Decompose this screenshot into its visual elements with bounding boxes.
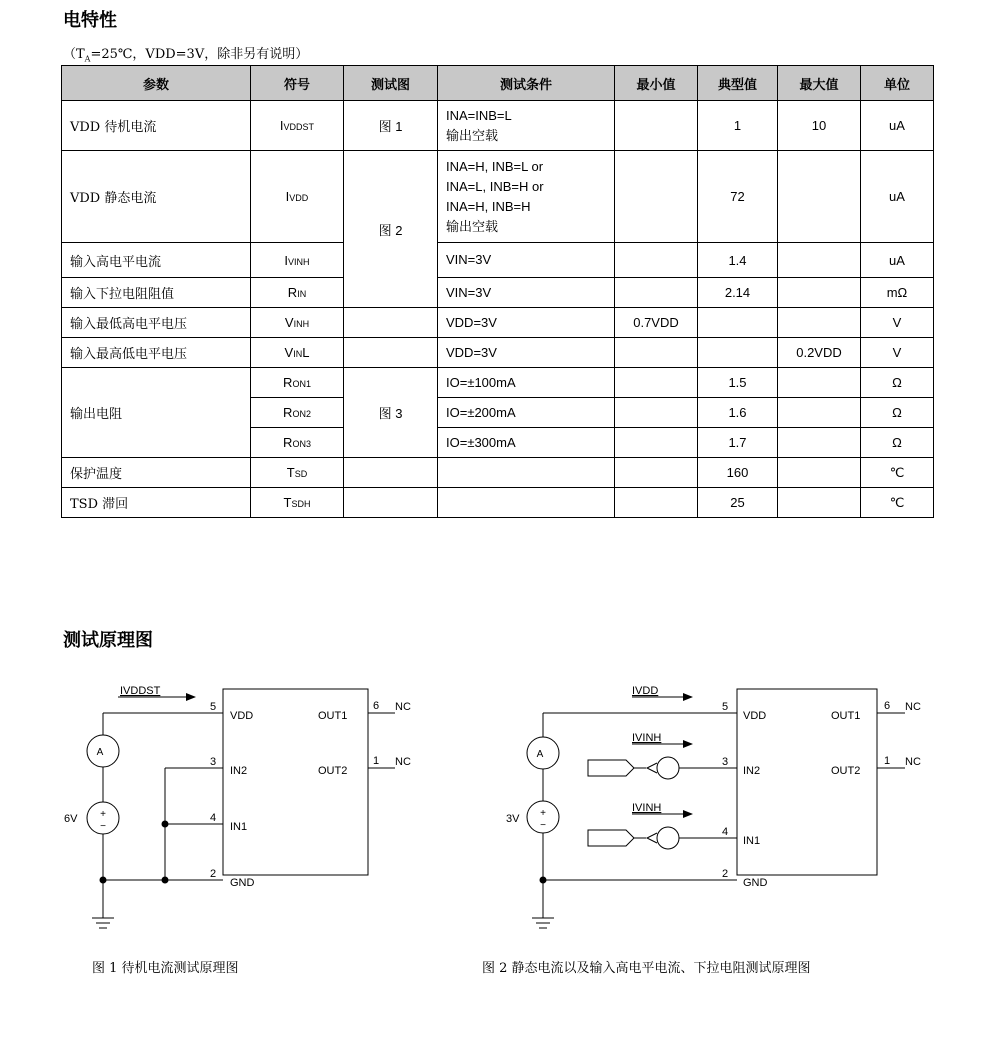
pin-number: 3	[722, 756, 729, 768]
typ-cell: 1.6	[698, 398, 778, 428]
figure-cell: 图 1	[344, 101, 438, 151]
pin-number: 1	[373, 755, 380, 767]
junction-dot	[162, 877, 168, 883]
condition-cell: VIN=3V	[438, 243, 615, 278]
junction-dot	[162, 821, 168, 827]
param-cell: 输入最低高电平电压	[62, 308, 251, 338]
symbol-cell: TSD	[251, 458, 344, 488]
pin-number: 6	[373, 700, 380, 712]
symbol-cell: TSDH	[251, 488, 344, 518]
fig2-input-current-label: IVINH	[632, 802, 662, 814]
ammeter-label: A	[96, 747, 104, 758]
min-cell: 0.7VDD	[615, 308, 698, 338]
param-cell: TSD 滞回	[62, 488, 251, 518]
typ-cell: 1.4	[698, 243, 778, 278]
figure-2-caption: 图 2 静态电流以及输入高电平电流、下拉电阻测试原理图	[482, 961, 811, 976]
header-test-figure: 测试图	[344, 66, 438, 101]
source-minus: −	[540, 820, 546, 831]
param-cell: 输入最高低电平电压	[62, 338, 251, 368]
pin-label-vdd: VDD	[230, 710, 254, 722]
condition-cell: IO=±300mA	[438, 428, 615, 458]
unit-cell: Ω	[861, 398, 934, 428]
pin-number: 1	[884, 755, 891, 767]
symbol-cell: RON2	[251, 398, 344, 428]
current-meter-in1	[657, 827, 679, 849]
param-cell: 输入高电平电流	[62, 243, 251, 278]
probe-arrow	[647, 763, 657, 773]
probe-arrow	[647, 833, 657, 843]
current-meter-in2	[657, 757, 679, 779]
symbol-cell: VINH	[251, 308, 344, 338]
typ-cell: 1.7	[698, 428, 778, 458]
pin-label-vdd: VDD	[743, 710, 767, 722]
pin-number: 2	[210, 868, 217, 880]
section-title-electrical: 电特性	[63, 10, 117, 31]
pin-number: 2	[722, 868, 729, 880]
source-plus: +	[540, 808, 546, 819]
condition-cell: VIN=3V	[438, 278, 615, 308]
figure-cell: 图 2	[344, 151, 438, 308]
unit-cell: Ω	[861, 368, 934, 398]
unit-cell: uA	[861, 101, 934, 151]
symbol-cell: VINL	[251, 338, 344, 368]
ammeter-label: A	[536, 749, 544, 760]
unit-cell: V	[861, 308, 934, 338]
pin-label-out1: OUT1	[318, 710, 348, 722]
pin-number: 4	[722, 826, 729, 838]
pin-label-gnd: GND	[743, 877, 768, 889]
figure-1-caption: 图 1 待机电流测试原理图	[92, 961, 239, 976]
figure-2-quiescent-current-circuit	[527, 689, 905, 928]
symbol-cell: RIN	[251, 278, 344, 308]
figure-cell: 图 3	[344, 368, 438, 458]
symbol-cell: RON3	[251, 428, 344, 458]
pin-number: 6	[884, 700, 891, 712]
typ-cell: 25	[698, 488, 778, 518]
pin-label-in2: IN2	[743, 765, 761, 777]
symbol-cell: IVINH	[251, 243, 344, 278]
condition-cell: VDD=3V	[438, 308, 615, 338]
nc-label: NC	[905, 756, 921, 768]
param-cell: 输出电阻	[62, 368, 251, 458]
pin-number: 3	[210, 756, 217, 768]
unit-cell: uA	[861, 243, 934, 278]
unit-cell: ℃	[861, 488, 934, 518]
pin-label-in1: IN1	[743, 835, 761, 847]
typ-cell: 72	[698, 151, 778, 243]
junction-dot	[100, 877, 106, 883]
condition-cell: IO=±200mA	[438, 398, 615, 428]
fig1-current-label: IVDDST	[120, 685, 161, 697]
unit-cell: V	[861, 338, 934, 368]
junction-dot	[540, 877, 546, 883]
condition-cell: VDD=3V	[438, 338, 615, 368]
pin-number: 4	[210, 812, 217, 824]
param-cell: 保护温度	[62, 458, 251, 488]
source-voltage-label: 3V	[506, 813, 520, 825]
typ-cell: 1	[698, 101, 778, 151]
param-cell: VDD 待机电流	[62, 101, 251, 151]
input-signal-source-in2	[588, 760, 634, 776]
header-param: 参数	[62, 66, 251, 101]
pin-label-out2: OUT2	[318, 765, 348, 777]
unit-cell: ℃	[861, 458, 934, 488]
figure-1-standby-current-circuit	[87, 689, 395, 928]
param-cell: VDD 静态电流	[62, 151, 251, 243]
fig2-input-current-label: IVINH	[632, 732, 662, 744]
unit-cell: mΩ	[861, 278, 934, 308]
typ-cell: 1.5	[698, 368, 778, 398]
section-title-test-schematics: 测试原理图	[63, 630, 153, 651]
nc-label: NC	[905, 701, 921, 713]
symbol-cell: IVDDST	[251, 101, 344, 151]
symbol-cell: RON1	[251, 368, 344, 398]
header-test-condition: 测试条件	[438, 66, 615, 101]
max-cell: 10	[778, 101, 861, 151]
source-voltage-label: 6V	[64, 813, 78, 825]
unit-cell: uA	[861, 151, 934, 243]
unit-cell: Ω	[861, 428, 934, 458]
pin-label-gnd: GND	[230, 877, 255, 889]
header-typ: 典型值	[698, 66, 778, 101]
pin-label-out1: OUT1	[831, 710, 861, 722]
condition-cell: INA=H, INB=L or INA=L, INB=H or INA=H, INB=H 输出空载	[438, 151, 615, 243]
input-signal-source-in1	[588, 830, 634, 846]
header-min: 最小值	[615, 66, 698, 101]
nc-label: NC	[395, 756, 411, 768]
param-cell: 输入下拉电阻阻值	[62, 278, 251, 308]
header-symbol: 符号	[251, 66, 344, 101]
fig2-current-label: IVDD	[632, 685, 659, 697]
typ-cell: 160	[698, 458, 778, 488]
pin-label-in1: IN1	[230, 821, 248, 833]
condition-cell: INA=INB=L 输出空载	[438, 101, 615, 151]
max-cell: 0.2VDD	[778, 338, 861, 368]
header-unit: 单位	[861, 66, 934, 101]
symbol-cell: IVDD	[251, 151, 344, 243]
source-minus: −	[100, 821, 106, 832]
pin-label-in2: IN2	[230, 765, 248, 777]
header-max: 最大值	[778, 66, 861, 101]
source-plus: +	[100, 809, 106, 820]
nc-label: NC	[395, 701, 411, 713]
condition-cell: IO=±100mA	[438, 368, 615, 398]
test-conditions-note: （$T_A=25℃$，VDD=3V，除非另有说明）	[63, 47, 309, 64]
pin-number: 5	[210, 701, 217, 713]
typ-cell: 2.14	[698, 278, 778, 308]
pin-number: 5	[722, 701, 729, 713]
pin-label-out2: OUT2	[831, 765, 861, 777]
